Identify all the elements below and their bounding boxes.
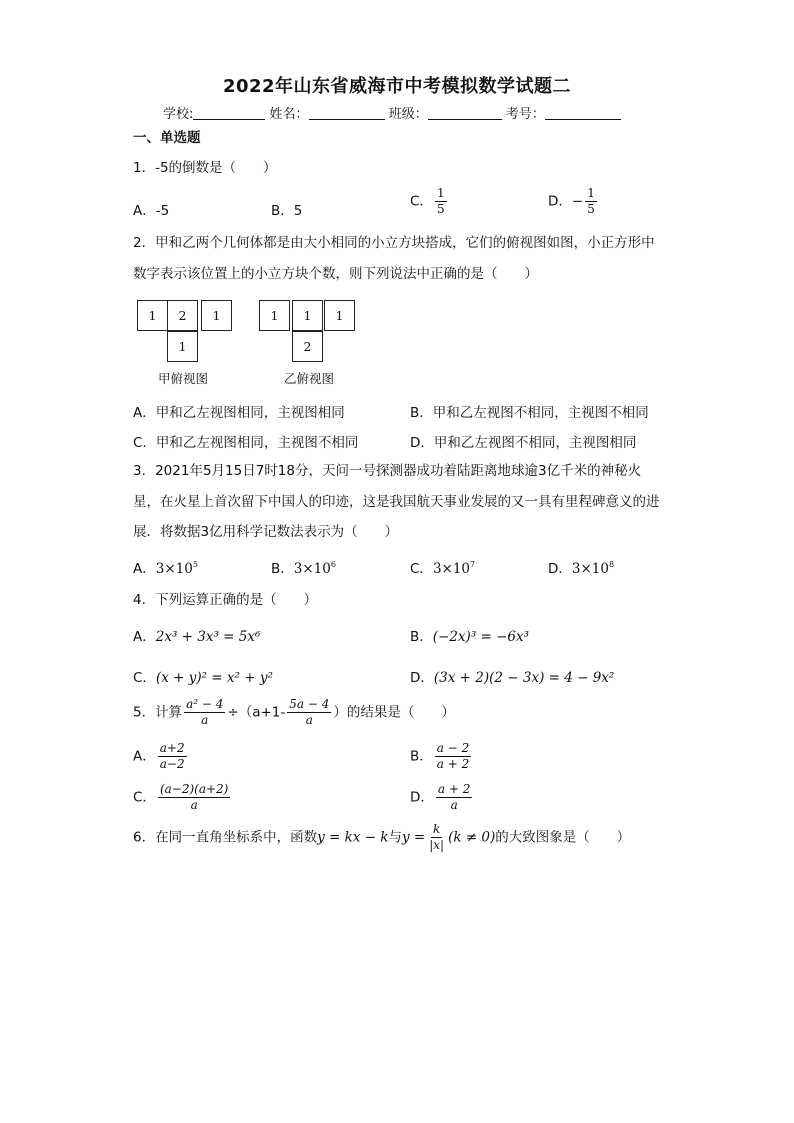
fraction-numerator: a − 2	[436, 741, 470, 755]
q5-option-c-fraction	[158, 782, 230, 813]
q2-option-d: D．甲和乙左视图不相同，主视图相同	[410, 435, 637, 451]
fraction-numerator: k	[433, 822, 441, 836]
grid-a-cell: 1	[167, 331, 198, 362]
question-1-stem: 1．-5的倒数是（ ）	[133, 160, 277, 176]
option-label: D．	[548, 561, 572, 577]
grid-a-cell: 1	[137, 300, 168, 331]
question-6-stem	[133, 822, 630, 853]
option-label: C．	[410, 561, 433, 577]
stem-middle: 与	[388, 829, 402, 846]
grid-a-cell: 1	[201, 300, 232, 331]
option-expression: 2x³ + 3x³ = 5x⁶	[155, 629, 261, 645]
option-label: C．	[133, 670, 156, 686]
question-3-stem: 3．2021年5月15日7时18分，天问一号探测器成功着陆距离地球逾3亿千米的神秘火星，在火星上首次留下中国人的印迹，这是我国航天事业发展的又一具有里程碑意义的进展．将数据3亿用科学记数法表示为（ ）	[133, 463, 660, 540]
q5-option-b	[410, 741, 473, 772]
q1-option-c	[410, 186, 449, 217]
stem-middle: ÷（a+1-	[227, 704, 286, 721]
q4-option-b	[410, 625, 529, 645]
q5-fraction-2	[287, 697, 331, 728]
option-base: 3×10	[293, 561, 331, 577]
q1-option-c-fraction	[435, 186, 447, 217]
name-blank[interactable]	[309, 107, 385, 120]
q5-option-c	[133, 782, 232, 813]
fraction-numerator: a² − 4	[186, 697, 224, 711]
q3-option-c	[410, 557, 475, 577]
option-expression: (−2x)³ = −6x³	[432, 629, 530, 645]
q2-option-b: B．甲和乙左视图不相同，主视图不相同	[410, 405, 649, 421]
function-1: y = kx − k	[317, 829, 389, 846]
fraction-numerator: 1	[587, 186, 595, 200]
option-exponent: 5	[192, 560, 198, 569]
fraction-numerator: a + 2	[437, 782, 471, 796]
school-label: 学校:	[163, 107, 194, 122]
q2-option-c: C．甲和乙左视图相同，主视图不相同	[133, 435, 359, 451]
function-2-condition: (k ≠ 0)	[448, 829, 496, 846]
option-label: D．	[410, 670, 434, 686]
fraction-denominator: a	[305, 713, 313, 727]
option-label: D．	[410, 789, 434, 806]
grid-b-cell: 1	[259, 300, 290, 331]
stem-suffix: 的大致图象是（ ）	[495, 829, 631, 846]
q5-fraction-1	[184, 697, 225, 728]
q4-option-a	[133, 625, 260, 645]
fraction-numerator: a+2	[159, 741, 185, 755]
stem-prefix: 6．在同一直角坐标系中，函数	[133, 829, 318, 846]
option-base: 3×10	[155, 561, 193, 577]
option-label: A．	[133, 629, 156, 645]
q5-option-d-fraction	[436, 782, 472, 813]
student-info-line	[163, 103, 621, 122]
option-label: A．	[133, 748, 156, 765]
q4-option-c	[133, 666, 273, 686]
q5-option-b-fraction	[435, 741, 471, 772]
grid-a-caption: 甲俯视图	[158, 371, 209, 386]
exam-number-blank[interactable]	[545, 107, 621, 120]
option-expression: (x + y)² = x² + y²	[155, 670, 273, 686]
fraction-denominator: a	[450, 798, 458, 812]
function-2-fraction	[427, 822, 446, 853]
fraction-denominator: 5	[436, 202, 445, 216]
q3-option-b	[271, 557, 336, 577]
q5-option-a	[133, 741, 189, 772]
question-5-stem	[133, 697, 455, 728]
option-exponent: 6	[330, 560, 336, 569]
q1-option-a: A．-5	[133, 203, 170, 219]
q5-option-d	[410, 782, 474, 813]
option-label: B．	[410, 629, 433, 645]
fraction-denominator: a−2	[159, 757, 185, 771]
fraction-denominator: |x|	[429, 838, 445, 852]
q3-option-d	[548, 557, 614, 577]
minus-sign: −	[571, 193, 584, 210]
grid-b-caption: 乙俯视图	[284, 371, 335, 386]
q2-option-a: A．甲和乙左视图相同，主视图相同	[133, 405, 345, 421]
name-label: 姓名：	[269, 107, 309, 122]
option-exponent: 8	[609, 560, 615, 569]
question-2-stem: 2．甲和乙两个几何体都是由大小相同的小立方块搭成，它们的俯视图如图，小正方形中数字表示该位置上的小立方块个数，则下列说法中正确的是（ ）	[133, 235, 655, 282]
page-title: 2022年山东省威海市中考模拟数学试题二	[222, 76, 572, 97]
question-4-stem: 4．下列运算正确的是（ ）	[133, 592, 318, 608]
fraction-numerator: 1	[436, 186, 445, 200]
q1-option-b: B．5	[271, 203, 303, 219]
q1-option-c-label: C．	[410, 193, 433, 210]
grid-b-cell: 2	[292, 331, 323, 362]
fraction-numerator: (a−2)(a+2)	[159, 782, 229, 796]
option-exponent: 7	[470, 560, 476, 569]
option-expression: (3x + 2)(2 − 3x) = 4 − 9x²	[433, 670, 615, 686]
fraction-numerator: 5a − 4	[289, 697, 330, 711]
class-label: 班级：	[388, 107, 428, 122]
school-blank[interactable]	[193, 107, 265, 120]
section-heading: 一、单选题	[133, 130, 201, 146]
q3-option-a	[133, 557, 198, 577]
grid-b-cell: 1	[292, 300, 323, 331]
fraction-denominator: a + 2	[436, 757, 470, 771]
q1-option-d-fraction	[585, 186, 597, 217]
q5-option-a-fraction	[158, 741, 187, 772]
stem-suffix: ）的结果是（ ）	[333, 704, 455, 721]
option-label: A．	[133, 561, 156, 577]
option-label: B．	[410, 748, 433, 765]
function-2-left: y =	[401, 829, 426, 846]
class-blank[interactable]	[428, 107, 502, 120]
stem-prefix: 5．计算	[133, 704, 183, 721]
grid-a-cell: 2	[167, 300, 198, 331]
q4-option-d	[410, 666, 614, 686]
fraction-denominator: a	[190, 798, 198, 812]
fraction-denominator: a	[201, 713, 209, 727]
grid-b-cell: 1	[324, 300, 355, 331]
option-base: 3×10	[432, 561, 471, 577]
q1-option-d-label: D．	[548, 193, 572, 210]
exam-number-label: 考号：	[505, 107, 545, 122]
option-label: B．	[271, 561, 294, 577]
option-label: C．	[133, 789, 156, 806]
option-base: 3×10	[571, 561, 609, 577]
q1-option-d	[548, 186, 599, 217]
fraction-denominator: 5	[587, 202, 595, 216]
